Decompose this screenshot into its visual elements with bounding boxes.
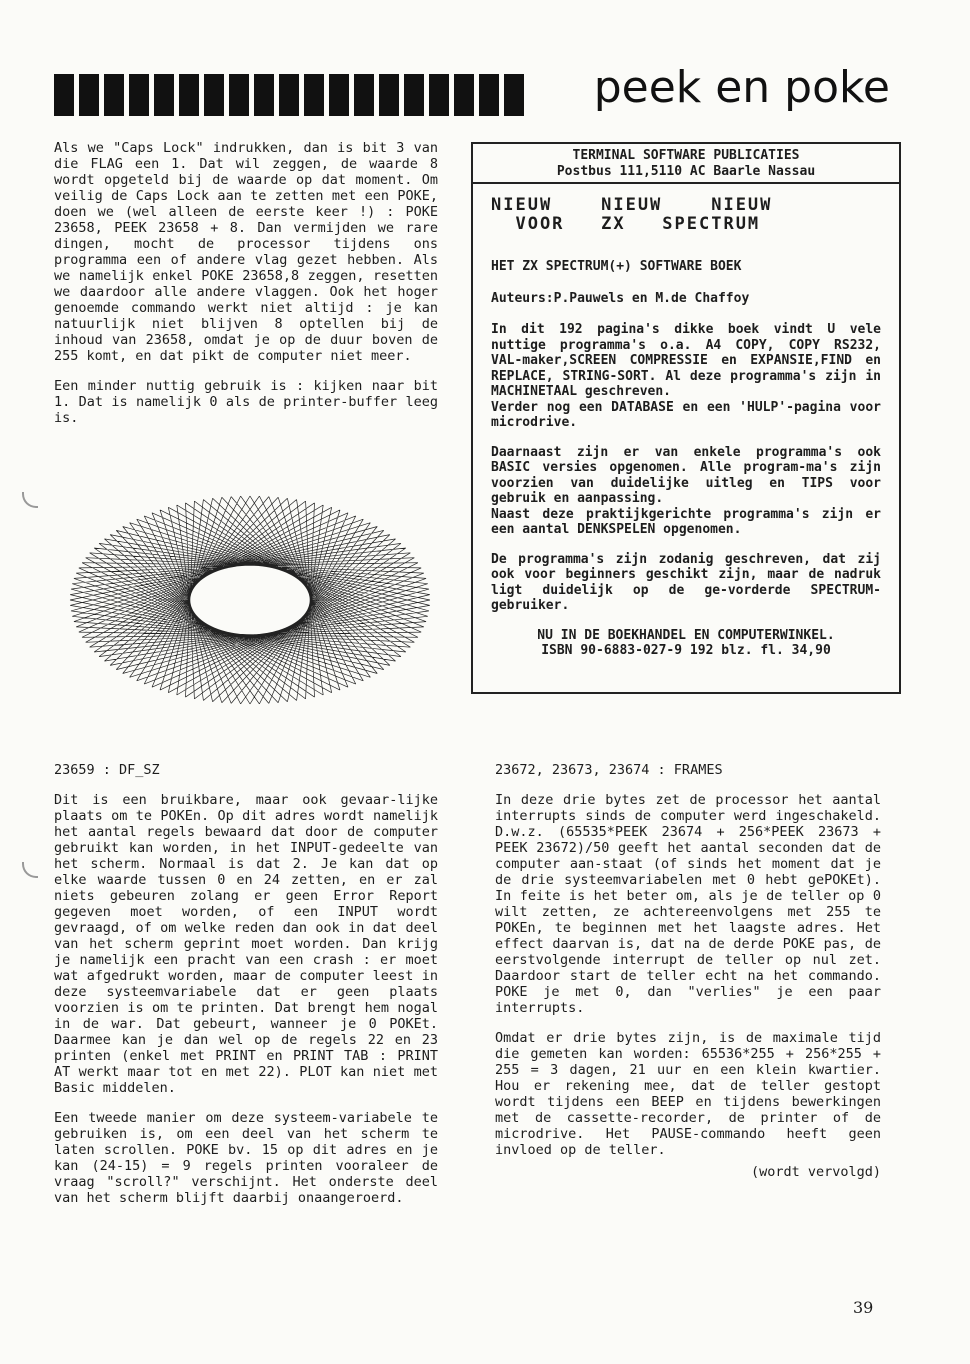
paragraph: Omdat er drie bytes zijn, is de maximale tijd die gemeten kan worden: 65536*255 + 256*255 + 255 = 3 dagen, 21 uur en een klein kwartier. Hou er rekening mee, dat de teller gestopt wordt tijdens een BEEP en tijdens bewerkingen met de cassette-recorder, de printer of de microdrive. Het PAUSE-commando heeft geen invloed op de teller.: [495, 1030, 881, 1158]
header-block: [129, 74, 149, 116]
header-block: [279, 74, 299, 116]
advertisement-box: [471, 142, 901, 694]
page-header: [54, 62, 890, 128]
ad-price-line: ISBN 90-6883-027-9 192 blz. fl. 34,90: [541, 643, 831, 658]
header-block: [254, 74, 274, 116]
header-block: [329, 74, 349, 116]
page-number: 39: [853, 1298, 874, 1317]
header-block: [479, 74, 499, 116]
header-block: [454, 74, 474, 116]
header-block: [104, 74, 124, 116]
header-block: [354, 74, 374, 116]
ad-footer: NU IN DE BOEKHANDEL EN COMPUTERWINKEL.: [537, 627, 835, 643]
header-block: [504, 74, 524, 116]
book-title: HET ZX SPECTRUM(+) SOFTWARE BOEK: [491, 259, 742, 274]
column-top-left: [54, 140, 438, 426]
ad-paragraph: In dit 192 pagina's dikke boek vindt U vele nuttige programma's o.a. A4 COPY, COPY RS232, VAL-maker,SCREEN COMPRESSIE en EXPANSIE,FIND en REPLACE, STRING-SORT. Al deze programma's zijn in MACHINETAAL geschreven.: [491, 322, 881, 399]
divider: [473, 182, 899, 184]
string-art-figure: [40, 488, 460, 718]
header-block: [304, 74, 324, 116]
header-block: [179, 74, 199, 116]
continued-note: (wordt vervolgd): [750, 1164, 881, 1180]
publisher-address: Postbus 111,5110 AC Baarle Nassau: [556, 163, 816, 179]
ad-paragraph: Naast deze praktijkgerichte programma's zijn er een aantal DENKSPELEN opgenomen.: [491, 506, 881, 537]
authors: Auteurs:P.Pauwels en M.de Chaffoy: [491, 290, 750, 306]
header-block: [204, 74, 224, 116]
ad-paragraph: Verder nog een DATABASE en een 'HULP'-pagina voor microdrive.: [491, 399, 881, 430]
banner-line: NIEUW NIEUW NIEUW: [491, 195, 773, 215]
header-block: [379, 74, 399, 116]
binder-hole-mark: [22, 862, 38, 878]
section-heading: 23659 : DF_SZ: [54, 762, 160, 778]
header-block: [154, 74, 174, 116]
paragraph: In deze drie bytes zet de processor het aantal interrupts sinds de computer werd ingeschakeld. D.w.z. (65535*PEEK 23674 + 256*PEEK 23673 + PEEK 23672)/50 geeft het aantal seconden dat de computer aan-staat (of sinds het moment dat je de drie systeemvariabelen met 0 hebt gePOKEt). In feite is het beter om, als je de teller op 0 wilt zetten, ze achtereenvolgens met 255 te POKEn, te beginnen met het laagste adres. Het effect daarvan is, dat na de derde POKE pas, de eerstvolgende interrupt de teller op nul zet. Daardoor start de teller echt na het commando. POKE je met 0, dan "verlies" je een paar interrupts.: [495, 792, 881, 1016]
header-block: [79, 74, 99, 116]
header-blocks: [54, 74, 529, 116]
string-art-lines: [70, 496, 430, 704]
section-title: peek en poke: [593, 62, 890, 113]
paragraph: Een tweede manier om deze systeem-variabele te gebruiken is, om een deel van het scherm te laten scrollen. POKE bv. 15 op dit adres en je kan (24-15) = 9 regels printen vooraleer de vraag "scroll?" verschijnt. Het onderste deel van het scherm blijft daarbij onaangeroerd.: [54, 1110, 438, 1206]
ad-paragraph: De programma's zijn zodanig geschreven, dat zij ook voor beginners geschikt zijn, maar de nadruk ligt duidelijk op de ge-vorderde SPECTRUM-gebruiker.: [491, 551, 881, 613]
paragraph: Een minder nuttig gebruik is : kijken naar bit 1. Dat is namelijk 0 als de printer-buffer leeg is.: [54, 378, 438, 426]
header-block: [404, 74, 424, 116]
header-block: [54, 74, 74, 116]
section-heading: 23672, 23673, 23674 : FRAMES: [495, 762, 723, 778]
column-bottom-right: [495, 762, 881, 1180]
column-bottom-left: [54, 762, 438, 1206]
paragraph: Als we "Caps Lock" indrukken, dan is bit 3 van die FLAG een 1. Dat wil zeggen, de waarde 8 wordt opgeteld bij de waarde op dat moment. Om veilig de Caps Lock aan te zetten met een POKE, doen we (wel alleen de eerste keer !) : POKE 23658, PEEK 23658 + 8. Dan vermijden we rare dingen, mocht de processor tijdens ons programma een of andere vlag gezet hebben. Als we namelijk enkel POKE 23658,8 zeggen, resetten we daardoor alle andere vlaggen. Ook het hoger genoemde commando werkt niet altijd : je kan natuurlijk niet blijven 8 optellen bij de inhoud van 23658, omdat je op de duur boven de 255 komt, en dat pikt de computer niet meer.: [54, 140, 438, 364]
header-block: [429, 74, 449, 116]
ad-paragraph: Daarnaast zijn er van enkele programma's ook BASIC versies opgenomen. Alle program-ma's zijn voorzien van duidelijke uitleg en TIPS voor gebruik en aanpassing.: [491, 444, 881, 506]
publisher-name: TERMINAL SOFTWARE PUBLICATIES: [572, 148, 800, 163]
paragraph: Dit is een bruikbare, maar ook gevaar-lijke plaats om te POKEn. Op dit adres wordt namelijk het aantal regels bewaard dat door de computer gebruikt kan worden, in het INPUT-gedeelte van het scherm. Normaal is dat 2. Je kan dat op elke waarde tussen 0 en 24 zetten, en er zal niets gebeuren zolang er geen Error Report gegeven moet worden, of een INPUT wordt gevraagd, of om welke reden dan ook in dat deel van het scherm geprint moet worden. Dan krijg je namelijk een pracht van een crash : er moet wat afgedrukt worden, maar de computer leest in deze systeemvariabele dat er geen plaats voorzien is om te printen. Dat brengt hem nogal in de war. Dat gebeurt, wanneer je 0 POKEt. Daarmee kan je dan wel op de regels 22 en 23 printen (enkel met PRINT en PRINT TAB : PRINT AT werkt maar tot en met 22). PLOT kan niet met Basic middelen.: [54, 792, 438, 1096]
banner-line: VOOR ZX SPECTRUM: [491, 214, 761, 234]
binder-hole-mark: [22, 492, 38, 508]
header-block: [229, 74, 249, 116]
